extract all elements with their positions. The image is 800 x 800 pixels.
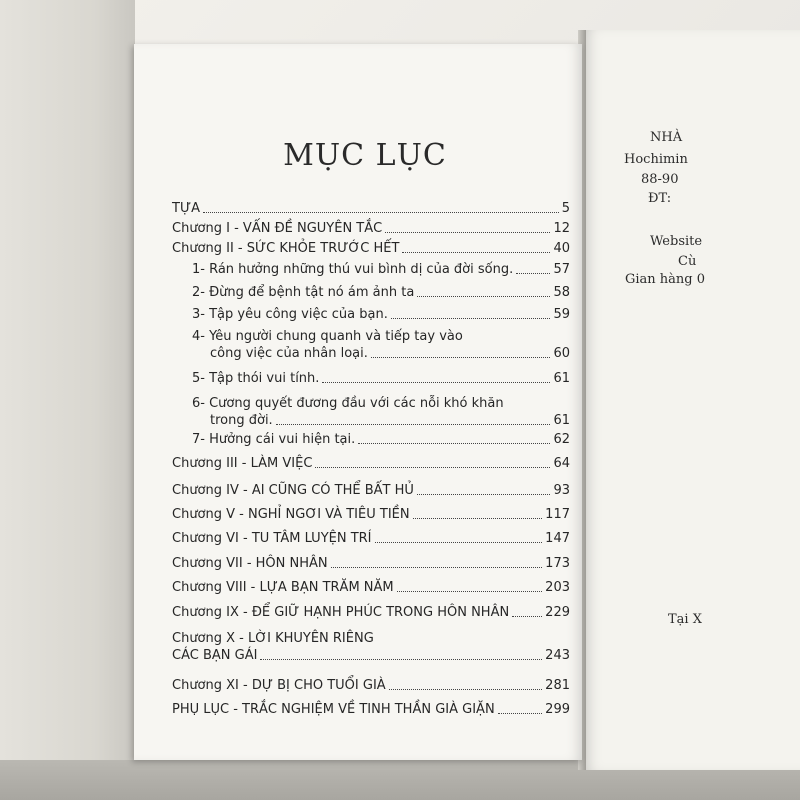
toc-entry-label: 2- Đừng để bệnh tật nó ám ảnh ta	[192, 285, 415, 300]
right-page-line: Cù	[678, 254, 697, 269]
toc-subentry-1	[192, 261, 570, 278]
toc-subentry-2	[192, 284, 570, 301]
leader-dots	[413, 518, 543, 519]
toc-subentry-5	[192, 370, 570, 387]
leader-dots	[391, 318, 551, 319]
toc-entry-page: 58	[553, 285, 570, 300]
toc-entry-label: Chương IV - AI CŨNG CÓ THỂ BẤT HỦ	[172, 483, 414, 498]
right-page-line: Website	[650, 234, 703, 249]
toc-entry-label: TỰA	[172, 201, 200, 216]
toc-entry-label: Chương II - SỨC KHỎE TRƯỚC HẾT	[172, 241, 400, 256]
toc-entry-chapter-4	[172, 482, 570, 499]
leader-dots	[375, 542, 543, 543]
toc-entry-chapter-1	[172, 220, 570, 237]
toc-entry-page: 61	[553, 413, 570, 428]
toc-entry-label-continued: công việc của nhân loại.	[210, 346, 368, 361]
toc-entry-label: Chương XI - DỰ BỊ CHO TUỔI GIÀ	[172, 678, 386, 693]
right-page-line: ĐT:	[648, 191, 672, 206]
leader-dots	[389, 689, 542, 690]
leader-dots	[417, 494, 551, 495]
toc-entry-chapter-3	[172, 455, 570, 472]
leader-dots	[371, 357, 551, 358]
toc-entry-page: 57	[553, 262, 570, 277]
toc-entry-page: 173	[545, 556, 570, 571]
leader-dots	[322, 382, 550, 383]
toc-entry-chapter-8	[172, 579, 570, 596]
leader-dots	[260, 659, 542, 660]
toc-entry-label: PHỤ LỤC - TRẮC NGHIỆM VỀ TINH THẦN GIÀ GIẶN	[172, 702, 495, 717]
toc-entry-chapter-7	[172, 555, 570, 572]
toc-entry-label: Chương V - NGHỈ NGƠI VÀ TIÊU TIỀN	[172, 507, 410, 522]
toc-entry-preface	[172, 200, 570, 217]
toc-entry-chapter-11	[172, 677, 570, 694]
toc-entry-page: 12	[553, 221, 570, 236]
toc-entry-label: Chương I - VẤN ĐỀ NGUYÊN TẮC	[172, 221, 383, 236]
toc-subentry-6	[192, 395, 570, 429]
toc-entry-appendix	[172, 701, 570, 718]
leader-dots	[331, 567, 543, 568]
toc-entry-label: Chương III - LÀM VIỆC	[172, 456, 313, 471]
toc-entry-label: 7- Hưởng cái vui hiện tại.	[192, 432, 356, 447]
leader-dots	[385, 232, 550, 233]
leader-dots	[402, 252, 550, 253]
toc-entry-page: 5	[561, 201, 570, 216]
toc-entry-label: Chương VI - TU TÂM LUYỆN TRÍ	[172, 531, 372, 546]
toc-entry-label: 4- Yêu người chung quanh và tiếp tay vào	[192, 329, 463, 344]
toc-entry-page: 117	[545, 507, 570, 522]
toc-subentry-4	[192, 328, 570, 362]
toc-entry-chapter-9	[172, 604, 570, 621]
toc-subentry-7	[192, 431, 570, 448]
toc-entry-label: Chương IX - ĐỂ GIỮ HẠNH PHÚC TRONG HÔN NHÂN	[172, 605, 510, 620]
toc-entry-label: 5- Tập thói vui tính.	[192, 371, 320, 386]
toc-entry-page: 40	[553, 241, 570, 256]
toc-entry-page: 60	[553, 346, 570, 361]
toc-entry-label-continued: trong đời.	[210, 413, 273, 428]
right-page-line: 88-90	[641, 172, 679, 187]
right-page-line: NHÀ	[650, 130, 683, 145]
toc-entry-chapter-5	[172, 506, 570, 523]
toc-entry-page: 59	[553, 307, 570, 322]
toc-entry-chapter-2	[172, 240, 570, 257]
toc-entry-page: 147	[545, 531, 570, 546]
leader-dots	[358, 443, 550, 444]
toc-title: MỤC LỤC	[283, 138, 447, 173]
leader-dots	[203, 212, 559, 213]
toc-entry-page: 203	[545, 580, 570, 595]
toc-entry-chapter-10	[172, 630, 570, 664]
right-page-line: Hochimin	[624, 152, 688, 167]
toc-entry-label: 3- Tập yêu công việc của bạn.	[192, 307, 388, 322]
leader-dots	[516, 273, 550, 274]
toc-entry-page: 281	[545, 678, 570, 693]
toc-entry-label: Chương X - LỜI KHUYÊN RIÊNG	[172, 631, 374, 646]
toc-entry-label: Chương VII - HÔN NHÂN	[172, 556, 328, 571]
toc-entry-label: 6- Cương quyết đương đầu với các nỗi khó khăn	[192, 396, 504, 411]
toc-entry-page: 243	[545, 648, 570, 663]
leader-dots	[512, 616, 542, 617]
toc-entry-page: 299	[545, 702, 570, 717]
leader-dots	[417, 296, 550, 297]
toc-entry-chapter-6	[172, 530, 570, 547]
toc-subentry-3	[192, 306, 570, 323]
toc-entry-page: 62	[553, 432, 570, 447]
toc-entry-label: 1- Rán hưởng những thú vui bình dị của đời sống.	[192, 262, 514, 277]
toc-entry-page: 64	[553, 456, 570, 471]
leader-dots	[276, 424, 551, 425]
right-page-line: Gian hàng 0	[625, 272, 706, 287]
leader-dots	[397, 591, 543, 592]
toc-entry-label: Chương VIII - LỰA BẠN TRĂM NĂM	[172, 580, 394, 595]
toc-entry-label-continued: CÁC BẠN GÁI	[172, 648, 258, 663]
toc-entry-page: 61	[553, 371, 570, 386]
toc-entry-page: 229	[545, 605, 570, 620]
leader-dots	[498, 713, 543, 714]
leader-dots	[315, 467, 550, 468]
right-page-line: Tại X	[668, 612, 702, 627]
toc-entry-page: 93	[553, 483, 570, 498]
